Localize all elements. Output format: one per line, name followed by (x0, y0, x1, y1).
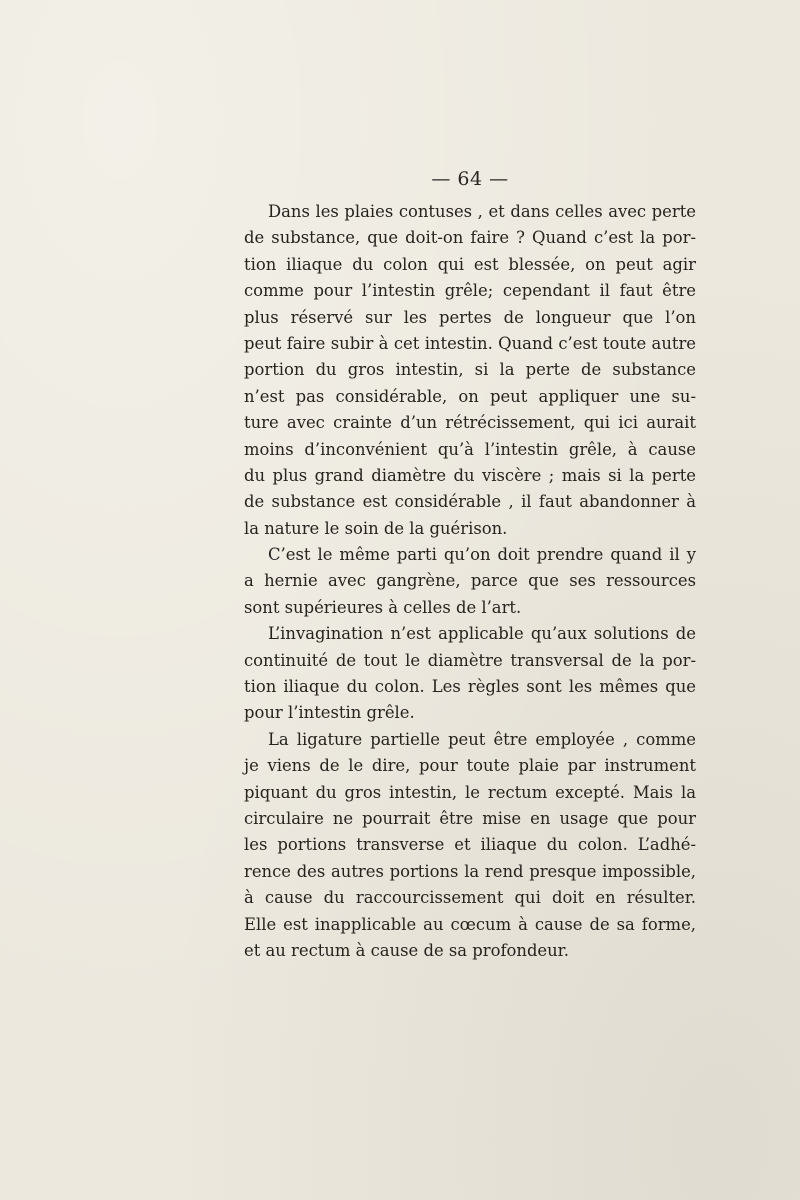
text-line: Elle est inapplicable au cœcum à cause de sa forme, (244, 914, 696, 934)
text-line: n’est pas considérable, on peut appliquer une su- (244, 386, 696, 406)
body-text (244, 199, 696, 964)
text-line: tion iliaque du colon qui est blessée, on peut agir (244, 254, 696, 274)
text-line: circulaire ne pourrait être mise en usage que pour (244, 808, 696, 828)
text-line: pour l’intestin grêle. (244, 703, 415, 723)
text-line: et au rectum à cause de sa profondeur. (244, 940, 569, 960)
text-line: L’invagination n’est applicable qu’aux solutions de (268, 624, 696, 644)
page-number: — 64 — (431, 168, 509, 190)
text-line: sont supérieures à celles de l’art. (244, 597, 522, 617)
text-line: la nature le soin de la guérison. (244, 518, 508, 538)
text-line: à cause du raccourcissement qui doit en résulter. (244, 888, 696, 908)
text-line: du plus grand diamètre du viscère ; mais si la perte (244, 465, 696, 485)
text-line: je viens de le dire, pour toute plaie par instrument (244, 756, 696, 776)
text-line: plus réservé sur les pertes de longueur que l’on (244, 307, 696, 327)
text-line: comme pour l’intestin grêle; cependant il faut être (244, 281, 696, 301)
text-line: La ligature partielle peut être employée , comme (268, 729, 696, 749)
text-line: de substance, que doit-on faire ? Quand c’est la por- (244, 228, 696, 248)
text-line: moins d’inconvénient qu’à l’intestin grêle, à cause (244, 439, 696, 459)
text-line: piquant du gros intestin, le rectum excepté. Mais la (244, 782, 696, 802)
text-line: rence des autres portions la rend presque impossible, (244, 861, 696, 881)
text-line: peut faire subir à cet intestin. Quand c’est toute autre (244, 333, 696, 353)
text-line: tion iliaque du colon. Les règles sont les mêmes que (244, 677, 696, 697)
text-line: C’est le même parti qu’on doit prendre quand il y (268, 545, 696, 565)
text-line: a hernie avec gangrène, parce que ses ressources (244, 571, 696, 591)
text-line: portion du gros intestin, si la perte de substance (244, 360, 696, 380)
text-line: continuité de tout le diamètre transversal de la por- (244, 650, 696, 670)
text-line: Dans les plaies contuses , et dans celles avec perte (268, 202, 696, 221)
text-line: de substance est considérable , il faut abandonner à (244, 492, 696, 512)
text-line: les portions transverse et iliaque du colon. L’adhé- (244, 835, 696, 855)
text-line: ture avec crainte d’un rétrécissement, qui ici aurait (244, 413, 696, 433)
